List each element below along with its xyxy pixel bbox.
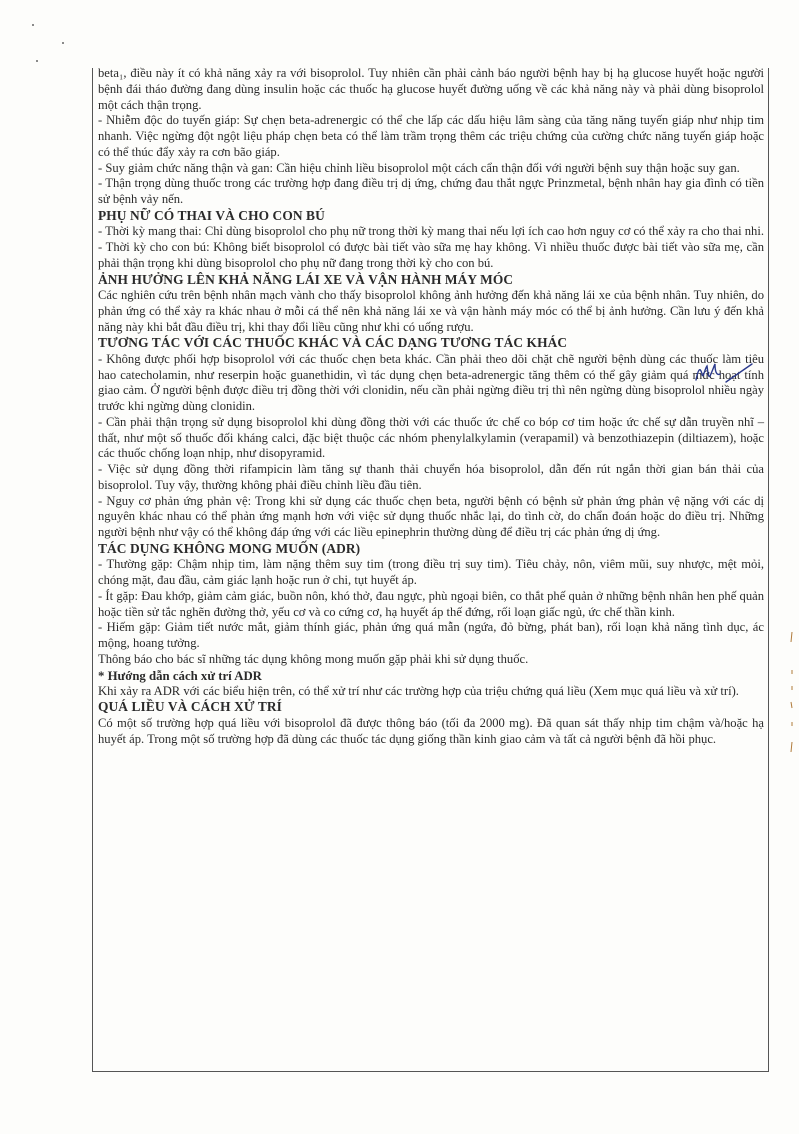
scan-speck [62, 42, 64, 44]
paragraph: - Việc sử dụng đồng thời rifampicin làm tăng sự thanh thải chuyển hóa bisoprolol, dẫn đến rút ngắn thời gian bán thải của bisoprolol. Tuy vậy, thường không phải điều chỉnh liều đầu tiên. [98, 462, 764, 492]
paragraph: Khi xảy ra ADR với các biểu hiện trên, có thể xử trí như các trường hợp của triệu chứng quá liều (Xem mục quá liều và xử trí). [98, 683, 739, 698]
paragraph: - Thận trọng dùng thuốc trong các trường hợp đang điều trị dị ứng, chứng đau thắt ngực Prinzmetal, bệnh nhân hay gia đình có tiền sử bệnh vảy nến. [98, 176, 764, 206]
paragraph: - Thời kỳ mang thai: Chỉ dùng bisoprolol cho phụ nữ trong thời kỳ mang thai nếu lợi ích cao hơn nguy cơ có thể xảy ra cho thai nhi. [98, 224, 764, 239]
scan-edge-marks [786, 630, 798, 770]
paragraph: Các nghiên cứu trên bệnh nhân mạch vành cho thấy bisoprolol không ảnh hưởng đến khả năng lái xe của bệnh nhân. Tuy nhiên, do phản ứng có thể xảy ra khác nhau ở mỗi cá thể nên khả năng lái xe và vận hành máy móc có thể bị ảnh hưởng. Cần lưu ý đến khả năng này khi bắt đầu điều trị, khi thay đổi liều cũng như khi có uống rượu. [98, 288, 764, 334]
paragraph: - Ít gặp: Đau khớp, giảm cảm giác, buồn nôn, khó thở, đau ngực, phù ngoại biên, co thắt phế quản ở những bệnh nhân hen phế quản hoặc tiền sử tắc nghẽn đường thở, yếu cơ và co cứng cơ, hạ huyết áp thế đứng, rối loạn giấc ngủ, ức chế thần kinh. [98, 588, 764, 619]
paragraph: - Không được phối hợp bisoprolol với các thuốc chẹn beta khác. Cần phải theo dõi chặt chẽ người bệnh dùng các thuốc làm tiêu hao catecholamin, như reserpin hoặc guanethidin, vì tác dụng chẹn beta-adrenergic tăng thêm có thể gây giảm quá mức hoạt tính giao cảm. Ở người bệnh được điều trị đồng thời với clonidin, nếu cần phải ngừng điều trị thì nên ngừng dùng bisoprolol nhiều ngày trước khi ngừng dùng clonidin. [98, 351, 764, 413]
paragraph: - Thời kỳ cho con bú: Không biết bisoprolol có được bài tiết vào sữa mẹ hay không. Vì nhiều thuốc được bài tiết vào sữa mẹ, cần phải thận trọng khi dùng bisoprolol cho phụ nữ đang trong thời kỳ cho con bú. [98, 240, 764, 270]
section-heading: QUÁ LIỀU VÀ CÁCH XỬ TRÍ [98, 699, 282, 715]
paragraph: - Cần phải thận trọng sử dụng bisoprolol khi dùng đồng thời với các thuốc ức chế co bóp cơ tim hoặc ức chế sự dẫn truyền nhĩ – thất, như một số thuốc đối kháng calci, đặc biệt thuộc các nhóm phenylalkylamin (verapamil) và benzothiazepin (diltiazem), hoặc các thuốc chống loạn nhịp, như disopyramid. [98, 414, 764, 461]
scan-speck [32, 24, 34, 26]
paragraph: - Suy giảm chức năng thận và gan: Cần hiệu chỉnh liều bisoprolol một cách cẩn thận đối với người bệnh suy thận hoặc suy gan. [98, 160, 740, 175]
paragraph: Có một số trường hợp quá liều với bisoprolol đã được thông báo (tối đa 2000 mg). Đã quan sát thấy nhịp tim chậm và/hoặc hạ huyết áp. Trong một số trường hợp đã dùng các thuốc tác dụng giống thần kinh giao cảm và tất cả người bệnh đã hồi phục. [98, 715, 764, 746]
paragraph: - Nguy cơ phản ứng phản vệ: Trong khi sử dụng các thuốc chẹn beta, người bệnh có bệnh sử phản ứng phản vệ nặng với các dị nguyên khác nhau có thể phản ứng mạnh hơn với việc sử dụng thuốc nhắc lại, do tình cờ, do chẩn đoán hoặc do điều trị. Những người bệnh như vậy có thể không đáp ứng với các liều epinephrin thường dùng để điều trị các phản ứng dị ứng. [98, 493, 764, 539]
paragraph: - Thường gặp: Chậm nhịp tim, làm nặng thêm suy tim (trong điều trị suy tim). Tiêu chảy, nôn, viêm mũi, suy nhược, mệt mỏi, chóng mặt, đau đầu, cảm giác lạnh hoặc run ở chi, tụt huyết áp. [98, 557, 764, 587]
paragraph: - Nhiễm độc do tuyến giáp: Sự chẹn beta-adrenergic có thể che lấp các dấu hiệu lâm sàng của tăng năng tuyến giáp như nhịp tim nhanh. Việc ngừng đột ngột liệu pháp chẹn beta có thể làm trầm trọng thêm các triệu chứng của cường chức năng tuyến giáp hoặc có thể thúc đẩy xảy ra cơn bão giáp. [98, 113, 764, 159]
section-heading: * Hướng dẫn cách xử trí ADR [98, 668, 262, 683]
paragraph: beta₁, điều này ít có khả năng xảy ra với bisoprolol. Tuy nhiên cần phải cảnh báo người bệnh hay bị hạ glucose huyết hoặc người bệnh đái tháo đường đang dùng insulin hoặc các thuốc hạ glucose huyết đường uống về các khả năng này và phải dùng bisoprolol một cách thận trọng. [98, 66, 764, 112]
handwritten-initials [690, 360, 760, 388]
scan-speck [36, 60, 38, 62]
paragraph: - Hiếm gặp: Giảm tiết nước mắt, giảm thính giác, phản ứng quá mẫn (ngứa, đỏ bừng, phát ban), rối loạn khả năng tình dục, ác mộng, hoang tưởng. [98, 620, 764, 650]
section-heading: TÁC DỤNG KHÔNG MONG MUỐN (ADR) [98, 540, 361, 556]
document-body [98, 66, 764, 747]
section-heading: PHỤ NỮ CÓ THAI VÀ CHO CON BÚ [98, 207, 325, 223]
section-heading: ẢNH HƯỞNG LÊN KHẢ NĂNG LÁI XE VÀ VẬN HÀNH MÁY MÓC [98, 271, 514, 287]
paragraph: Thông báo cho bác sĩ những tác dụng không mong muốn gặp phải khi sử dụng thuốc. [98, 651, 529, 666]
section-heading: TƯƠNG TÁC VỚI CÁC THUỐC KHÁC VÀ CÁC DẠNG TƯƠNG TÁC KHÁC [98, 335, 568, 351]
